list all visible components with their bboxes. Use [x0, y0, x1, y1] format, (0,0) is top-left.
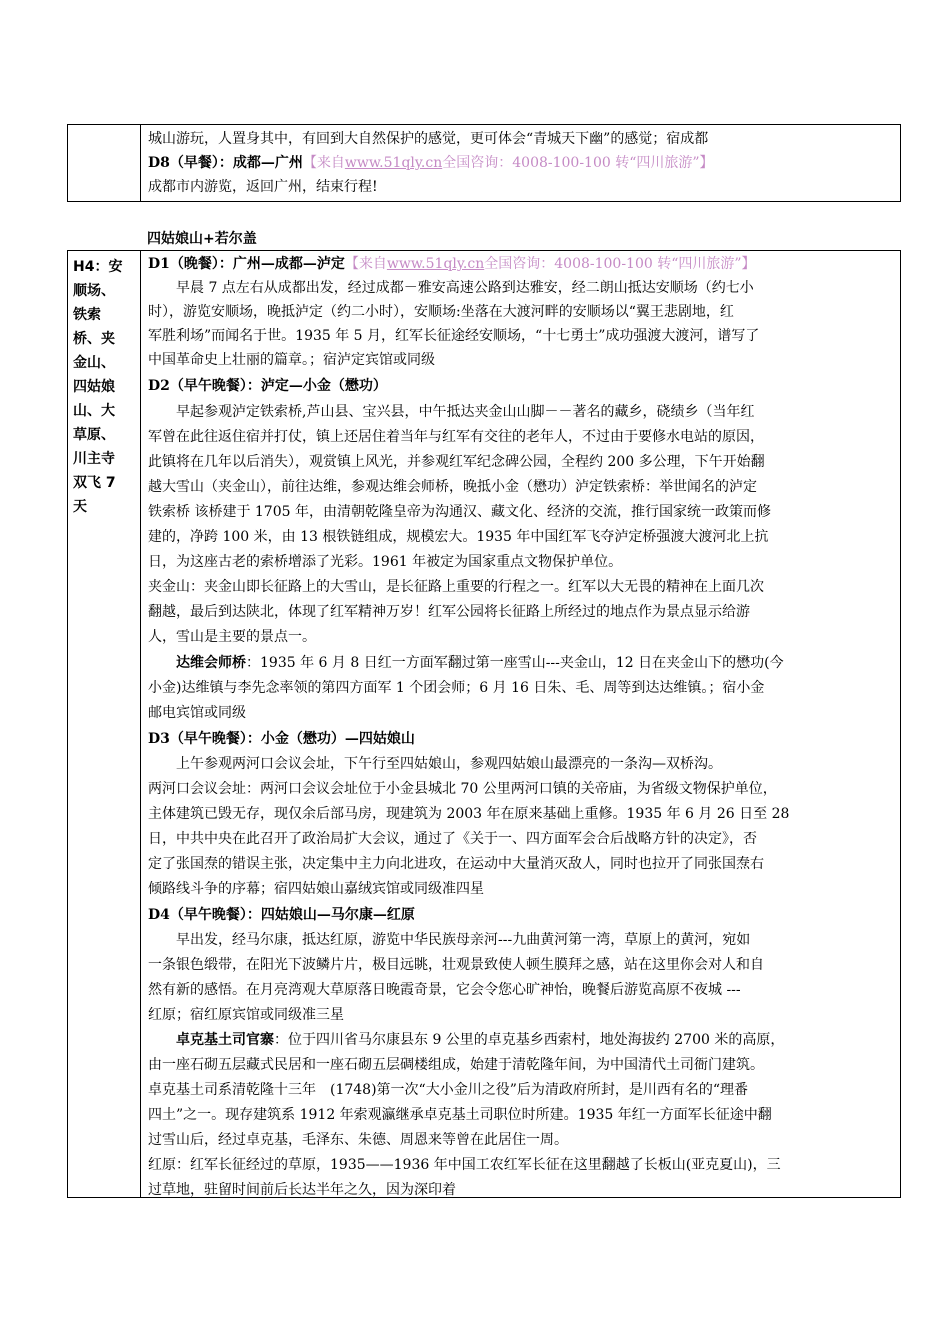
paragraph-line: 城山游玩，人置身其中，有回到大自然保护的感觉，更可体会“青城天下幽”的感觉；宿成都 — [148, 131, 709, 147]
paragraph-line: 两河口会议会址：两河口会议会址位于小金县城北 70 公里两河口镇的关帝庙，为省级文物保护单位， — [148, 781, 777, 797]
paragraph-line — [176, 1028, 784, 1052]
day-title: D1（晚餐）：广州—成都—泸定 — [148, 256, 345, 272]
section-title: 四姑娘山+若尔盖 — [147, 231, 257, 247]
paragraph-line: 日，中共中央在此召开了政治局扩大会议，通过了《关于一、四方面军会合后战略方针的决定》，否 — [148, 831, 757, 847]
ad-suffix: 全国咨询：4008-100-100 转“四川旅游”】 — [484, 256, 756, 272]
paragraph-line: 越大雪山（夹金山），前往达维，参观达维会师桥，晚抵小金（懋功）泸定铁索桥：举世闻名的泸定 — [148, 479, 757, 495]
route-label: H4：安 顺场、 铁索 桥、夹 金山、 四姑娘 山、大 草原、 川主寺 双飞 7 天 — [73, 259, 123, 515]
place-label: 达维会师桥 — [176, 655, 246, 671]
day-heading-d1 — [148, 252, 756, 276]
paragraph-line: 时），游览安顺场，晚抵泸定（约二小时），安顺场:坐落在大渡河畔的安顺场以“翼王悲剧地，红 — [148, 304, 734, 320]
day-heading-d4: D4（早午晚餐）：四姑娘山—马尔康—红原 — [148, 907, 415, 923]
day-heading-d8 — [148, 151, 714, 175]
paragraph-line: 早起参观泸定铁索桥,芦山县、宝兴县，中午抵达夹金山山脚－－著名的藏乡，硗绩乡（当年红 — [176, 404, 755, 420]
paragraph-line: 建的，净跨 100 米，由 13 根铁链组成，规模宏大。1935 年中国红军飞夺泸定桥强渡大渡河北上抗 — [148, 529, 769, 545]
paragraph-line: 红原；宿红原宾馆或同级准三星 — [148, 1007, 344, 1023]
ad-prefix: 【来自 — [302, 155, 345, 171]
paragraph-line: 翻越，最后到达陕北，体现了红军精神万岁！红军公园将长征路上所经过的地点作为景点显示给游 — [148, 604, 750, 620]
paragraph-text: ：位于四川省马尔康县东 9 公里的卓克基乡西索村，地处海拔约 2700 米的高原， — [274, 1032, 785, 1048]
paragraph-line: 由一座石砌五层藏式民居和一座石砌五层碉楼组成，始建于清乾隆年间，为中国清代土司衙门建筑。 — [148, 1057, 764, 1073]
day-heading-d2: D2（早午晚餐）：泸定—小金（懋功） — [148, 378, 387, 394]
day-title: D8（早餐）：成都—广州 — [148, 155, 303, 171]
paragraph-line: 红原：红军长征经过的草原，1935——1936 年中国工农红军长征在这里翻越了长板山(亚克夏山)，三 — [148, 1157, 781, 1173]
paragraph-line: 定了张国焘的错误主张，决定集中主力向北进攻，在运动中大量消灭敌人，同时也拉开了同张国焘右 — [148, 856, 764, 872]
paragraph-line: 邮电宾馆或同级 — [148, 705, 246, 721]
ad-suffix: 全国咨询：4008-100-100 转“四川旅游”】 — [442, 155, 714, 171]
paragraph-line: 主体建筑已毁无存，现仅余后部马房，现建筑为 2003 年在原来基础上重修。1935 年 6 月 26 日至 28 — [148, 806, 790, 822]
paragraph-line: 此镇将在几年以后消失），观赏镇上风光，并参观红军纪念碑公园，全程约 200 多公理，下午开始翻 — [148, 454, 765, 470]
paragraph-line: 早晨 7 点左右从成都出发，经过成都－雅安高速公路到达雅安，经二朗山抵达安顺场（约七小 — [176, 280, 754, 296]
route-cell-empty — [68, 125, 141, 202]
paragraph-line: 早出发，经马尔康，抵达红原，游览中华民族母亲河---九曲黄河第一湾，草原上的黄河，宛如 — [176, 932, 751, 948]
paragraph-line: 军胜利场”而闻名于世。1935 年 5 月，红军长征途经安顺场，“十七勇士”成功强渡大渡河，谱写了 — [148, 328, 760, 344]
website-link[interactable]: www.51qly.cn — [344, 155, 443, 171]
paragraph-line: 过草地，驻留时间前后长达半年之久，因为深印着 — [148, 1182, 456, 1198]
website-link[interactable]: www.51qly.cn — [386, 256, 485, 272]
paragraph-line: 日，为这座古老的索桥增添了光彩。1961 年被定为国家重点文物保护单位。 — [148, 554, 623, 570]
ad-prefix: 【来自 — [344, 256, 387, 272]
paragraph-line: 然有新的感悟。在月亮湾观大草原落日晚霞奇景，它会令您心旷神怡，晚餐后游览高原不夜城 --- — [148, 982, 741, 998]
paragraph-line — [176, 651, 784, 675]
paragraph-line: 过雪山后，经过卓克基，毛泽东、朱德、周恩来等曾在此居住一周。 — [148, 1132, 568, 1148]
paragraph-text: ：1935 年 6 月 8 日红一方面军翻过第一座雪山---夹金山，12 日在夹金山下的懋功(今 — [246, 655, 784, 671]
paragraph-line: 上午参观两河口会议会址，下午行至四姑娘山，参观四姑娘山最漂亮的一条沟—双桥沟。 — [176, 756, 722, 772]
paragraph-line: 一条银色缎带，在阳光下波鳞片片，极目远眺，壮观景致使人顿生膜拜之感，站在这里你会对人和自 — [148, 957, 764, 973]
paragraph-line: 人，雪山是主要的景点一。 — [148, 629, 316, 645]
paragraph-line: 卓克基土司系清乾隆十三年 (1748)第一次“大小金川之役”后为清政府所封，是川西有名的“理番 — [148, 1082, 749, 1098]
day-heading-d3: D3（早午晚餐）：小金（懋功）—四姑娘山 — [148, 731, 415, 747]
paragraph-line: 夹金山：夹金山即长征路上的大雪山，是长征路上重要的行程之一。红军以大无畏的精神在上面几次 — [148, 579, 764, 595]
paragraph-line: 四土”之一。现存建筑系 1912 年索观瀛继承卓克基土司职位时所建。1935 年红一方面军长征途中翻 — [148, 1107, 772, 1123]
paragraph-line: 铁索桥 该桥建于 1705 年，由清朝乾隆皇帝为沟通汉、藏文化、经济的交流，推行国家统一政策而修 — [148, 504, 771, 520]
paragraph-line: 成都市内游览，返回广州，结束行程! — [148, 179, 378, 195]
paragraph-line: 倾路线斗争的序幕；宿四姑娘山嘉绒宾馆或同级准四星 — [148, 881, 484, 897]
paragraph-line: 中国革命史上壮丽的篇章。；宿泸定宾馆或同级 — [148, 352, 435, 368]
paragraph-line: 小金)达维镇与李先念率领的第四方面军 1 个团会师；6 月 16 日朱、毛、周等到达达维镇。；宿小金 — [148, 680, 765, 696]
paragraph-line: 军曾在此往返住宿并打仗，镇上还居住着当年与红军有交往的老年人，不过由于要修水电站的原因， — [148, 429, 764, 445]
place-label: 卓克基土司官寨 — [176, 1032, 274, 1048]
